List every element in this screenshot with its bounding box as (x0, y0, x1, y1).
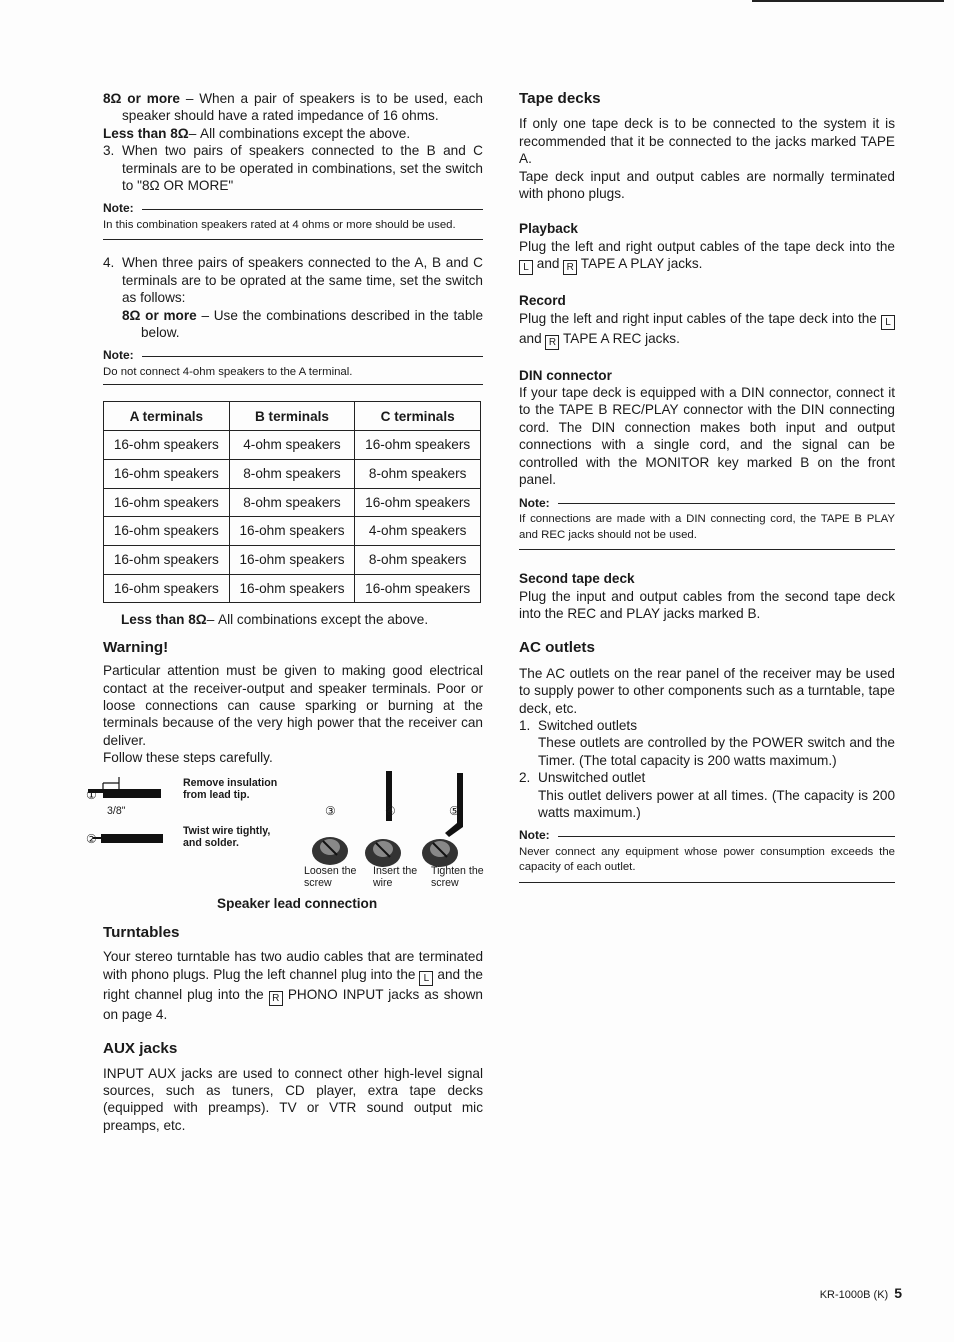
table-row (104, 545, 481, 574)
follow-text: Follow these steps carefully. (103, 750, 273, 766)
playback-text (519, 238, 895, 275)
tape-decks-heading: Tape decks (519, 90, 601, 107)
ac-item-2 (519, 769, 895, 786)
warning-text: Particular attention must be given to making good electrical contact at the receiver-output and speaker terminals. Poor or loose connections can cause sparking or burning at the terminals because of the very high power that the receiver can deliver. (103, 663, 483, 748)
right-channel-icon: R (545, 335, 559, 350)
ac-item-1-text: These outlets are controlled by the POWER switch and the Timer. (The total capacity is 200 watts maximum.) (538, 735, 895, 768)
turntables-heading: Turntables (103, 923, 180, 941)
record-and: and (519, 330, 542, 346)
item-3-text: When two pairs of speakers connected to the B and C terminals are to be operated in combinations, set the switch to "8Ω OR MORE" (122, 143, 483, 194)
table-cell: 16-ohm speakers (229, 574, 355, 603)
record-heading: Record (519, 293, 566, 309)
note-4-text: Never connect any equipment whose power consumption exceeds the capacity of each outlet. (519, 845, 895, 883)
second-tape-heading: Second tape deck (519, 571, 635, 587)
table-cell: 4-ohm speakers (355, 517, 481, 546)
ac-outlets-heading: AC outlets (519, 639, 595, 657)
table-cell: 16-ohm speakers (355, 488, 481, 517)
table-row (104, 459, 481, 488)
item-4-number: 4. (103, 255, 115, 271)
terminal-4 (365, 771, 401, 867)
table-header-c: C terminals (355, 402, 481, 431)
table-header-a: A terminals (104, 402, 230, 431)
less-than-text: – All combinations except the above. (188, 125, 411, 141)
ac-item-1-title: Switched outlets (538, 717, 637, 733)
right-channel-icon: R (563, 260, 577, 275)
item-3-number: 3. (103, 143, 115, 159)
note-3-text: If connections are made with a DIN connecting cord, the TAPE B PLAY and REC jacks should not be used. (519, 512, 895, 550)
note-3-heading (519, 495, 895, 512)
playback-and: and (536, 256, 560, 272)
ac-item-1 (519, 717, 895, 734)
right-channel-icon: R (269, 991, 283, 1006)
table-cell: 16-ohm speakers (355, 431, 481, 460)
tape-decks-text-1: If only one tape deck is to be connected to the system it is recommended that it be connected to the jacks marked TAPE A. (519, 116, 895, 167)
record-text-part: Plug the left and right input cables of the tape deck into the (519, 310, 877, 326)
table-cell: 8-ohm speakers (229, 459, 355, 488)
item-4-text: When three pairs of speakers connected to the A, B and C terminals are to be oprated at the same time, set the switch as follows: (122, 255, 483, 306)
note-2-text: Do not connect 4-ohm speakers to the A terminal. (103, 365, 483, 386)
table-row (104, 431, 481, 460)
impedance-paragraph (103, 90, 483, 125)
aux-text: INPUT AUX jacks are used to connect other high-level signal sources, such as tuners, CD player, extra tape decks (equipped with preamps). TV or VTR sound output mic preamps, etc. (103, 1065, 483, 1133)
table-cell: 16-ohm speakers (104, 545, 230, 574)
left-column (86, 90, 484, 1134)
item-4-sub-label: 8Ω or more (122, 307, 197, 323)
record-text (519, 310, 895, 350)
item-4-sub (103, 307, 483, 342)
step-2-marker: ② (86, 831, 97, 846)
second-tape-text: Plug the input and output cables from the second tape deck into the REC and PLAY jacks marked B. (519, 588, 895, 621)
insert-wire-label: Insert the wire (373, 864, 418, 890)
top-rule (752, 0, 944, 2)
right-column (519, 90, 895, 883)
note-1-text: In this combination speakers rated at 4 ohms or more should be used. (103, 218, 483, 241)
note-rule (142, 209, 483, 210)
table-row (104, 488, 481, 517)
turntables-text-part: Your stereo turntable has two audio cables that are terminated with phono plugs. Plug the left channel plug into the (103, 949, 483, 982)
terminal-5 (422, 773, 463, 867)
note-3-label: Note: (519, 495, 550, 510)
note-2-label: Note: (103, 348, 134, 363)
less-than-label: Less than 8Ω (103, 125, 189, 141)
din-heading: DIN connector (519, 367, 612, 383)
step-1-marker: ① (86, 787, 97, 802)
eight-ohm-text: – When a pair of speakers is to be used, each speaker should have a rated impedance of 16 ohms. (122, 91, 483, 124)
less-than-2-paragraph (103, 611, 483, 628)
item-3 (103, 142, 483, 194)
speaker-combination-table (103, 401, 481, 603)
table-header-row (104, 402, 481, 431)
eight-ohm-label: 8Ω or more (103, 91, 180, 106)
tighten-screw-label: Tighten the screw (431, 864, 484, 890)
step-4-marker: ④ (385, 803, 396, 818)
warning-heading: Warning! (103, 638, 169, 656)
ac-item-2-title: Unswitched outlet (538, 770, 646, 786)
din-text: If your tape deck is equipped with a DIN connector, connect it to the TAPE B REC/PLAY connector with the DIN connecting cord. The DIN connection makes both input and output connections with a single cord, and the signal can be controlled with the MONITOR key marked B on the front panel. (519, 385, 895, 488)
loosen-screw-label: Loosen the screw (304, 864, 357, 890)
length-label: 3/8" (107, 804, 126, 817)
table-cell: 16-ohm speakers (104, 488, 230, 517)
table-row (104, 574, 481, 603)
terminal-3 (312, 837, 348, 865)
left-channel-icon: L (519, 260, 533, 275)
note-4-heading (519, 827, 895, 844)
note-1-label: Note: (103, 201, 134, 216)
note-1-heading (103, 200, 483, 217)
turntables-text (103, 948, 483, 1023)
ac-item-2-text: This outlet delivers power at all times. (The capacity is 200 watts maximum.) (538, 787, 895, 820)
page-footer (820, 1285, 902, 1304)
record-text-part: TAPE A REC jacks. (563, 330, 680, 346)
tape-decks-text-2: Tape deck input and output cables are normally terminated with phono plugs. (519, 168, 895, 202)
model-number: KR-1000B (K) (819, 1289, 889, 1301)
note-rule (142, 356, 483, 357)
item-4-sub-text: – Use the combinations described in the table below. (141, 307, 484, 341)
page-number: 5 (894, 1285, 902, 1301)
table-cell: 8-ohm speakers (355, 545, 481, 574)
note-4-label: Note: (519, 828, 550, 843)
less-than-paragraph (103, 125, 483, 142)
ac-item-2-number: 2. (519, 770, 531, 786)
less-than-2-label: Less than 8Ω (121, 612, 207, 628)
note-rule (558, 503, 895, 504)
table-cell: 8-ohm speakers (229, 488, 355, 517)
ac-outlets-text: The AC outlets on the rear panel of the receiver may be used to supply power to other components such as a turntable, tape deck, etc. (519, 665, 895, 716)
table-header-b: B terminals (229, 402, 355, 431)
table-cell: 16-ohm speakers (104, 574, 230, 603)
aux-heading: AUX jacks (103, 1040, 178, 1058)
turntables-text-part: PHONO INPUT jacks as shown on page 4. (103, 986, 483, 1022)
table-cell: 4-ohm speakers (229, 431, 355, 460)
table-cell: 16-ohm speakers (229, 517, 355, 546)
table-cell: 8-ohm speakers (355, 459, 481, 488)
note-2-heading (103, 347, 483, 364)
figure-caption: Speaker lead connection (217, 895, 378, 911)
note-rule (558, 836, 895, 837)
turntables-text-part: and the right channel plug into the (103, 966, 483, 1002)
twist-wire-label: Twist wire tightly, and solder. (183, 824, 271, 850)
remove-insulation-label: Remove insulation from lead tip. (183, 776, 278, 802)
table-row (104, 517, 481, 546)
playback-text-part: TAPE A PLAY jacks. (580, 256, 703, 272)
step-5-marker: ⑤ (449, 803, 460, 818)
less-than-2-text: – All combinations except the above. (206, 612, 429, 628)
table-cell: 16-ohm speakers (355, 574, 481, 603)
left-channel-icon: L (419, 971, 433, 986)
table-cell: 16-ohm speakers (104, 459, 230, 488)
speaker-lead-figure (86, 767, 484, 897)
ac-item-1-number: 1. (519, 717, 531, 733)
left-channel-icon: L (881, 315, 895, 330)
item-4 (103, 254, 483, 306)
table-cell: 16-ohm speakers (104, 431, 230, 460)
playback-heading: Playback (519, 221, 578, 237)
playback-text-part: Plug the left and right output cables of the tape deck into the (519, 238, 895, 254)
step-3-marker: ③ (325, 803, 336, 818)
table-cell: 16-ohm speakers (229, 545, 355, 574)
table-cell: 16-ohm speakers (104, 517, 230, 546)
